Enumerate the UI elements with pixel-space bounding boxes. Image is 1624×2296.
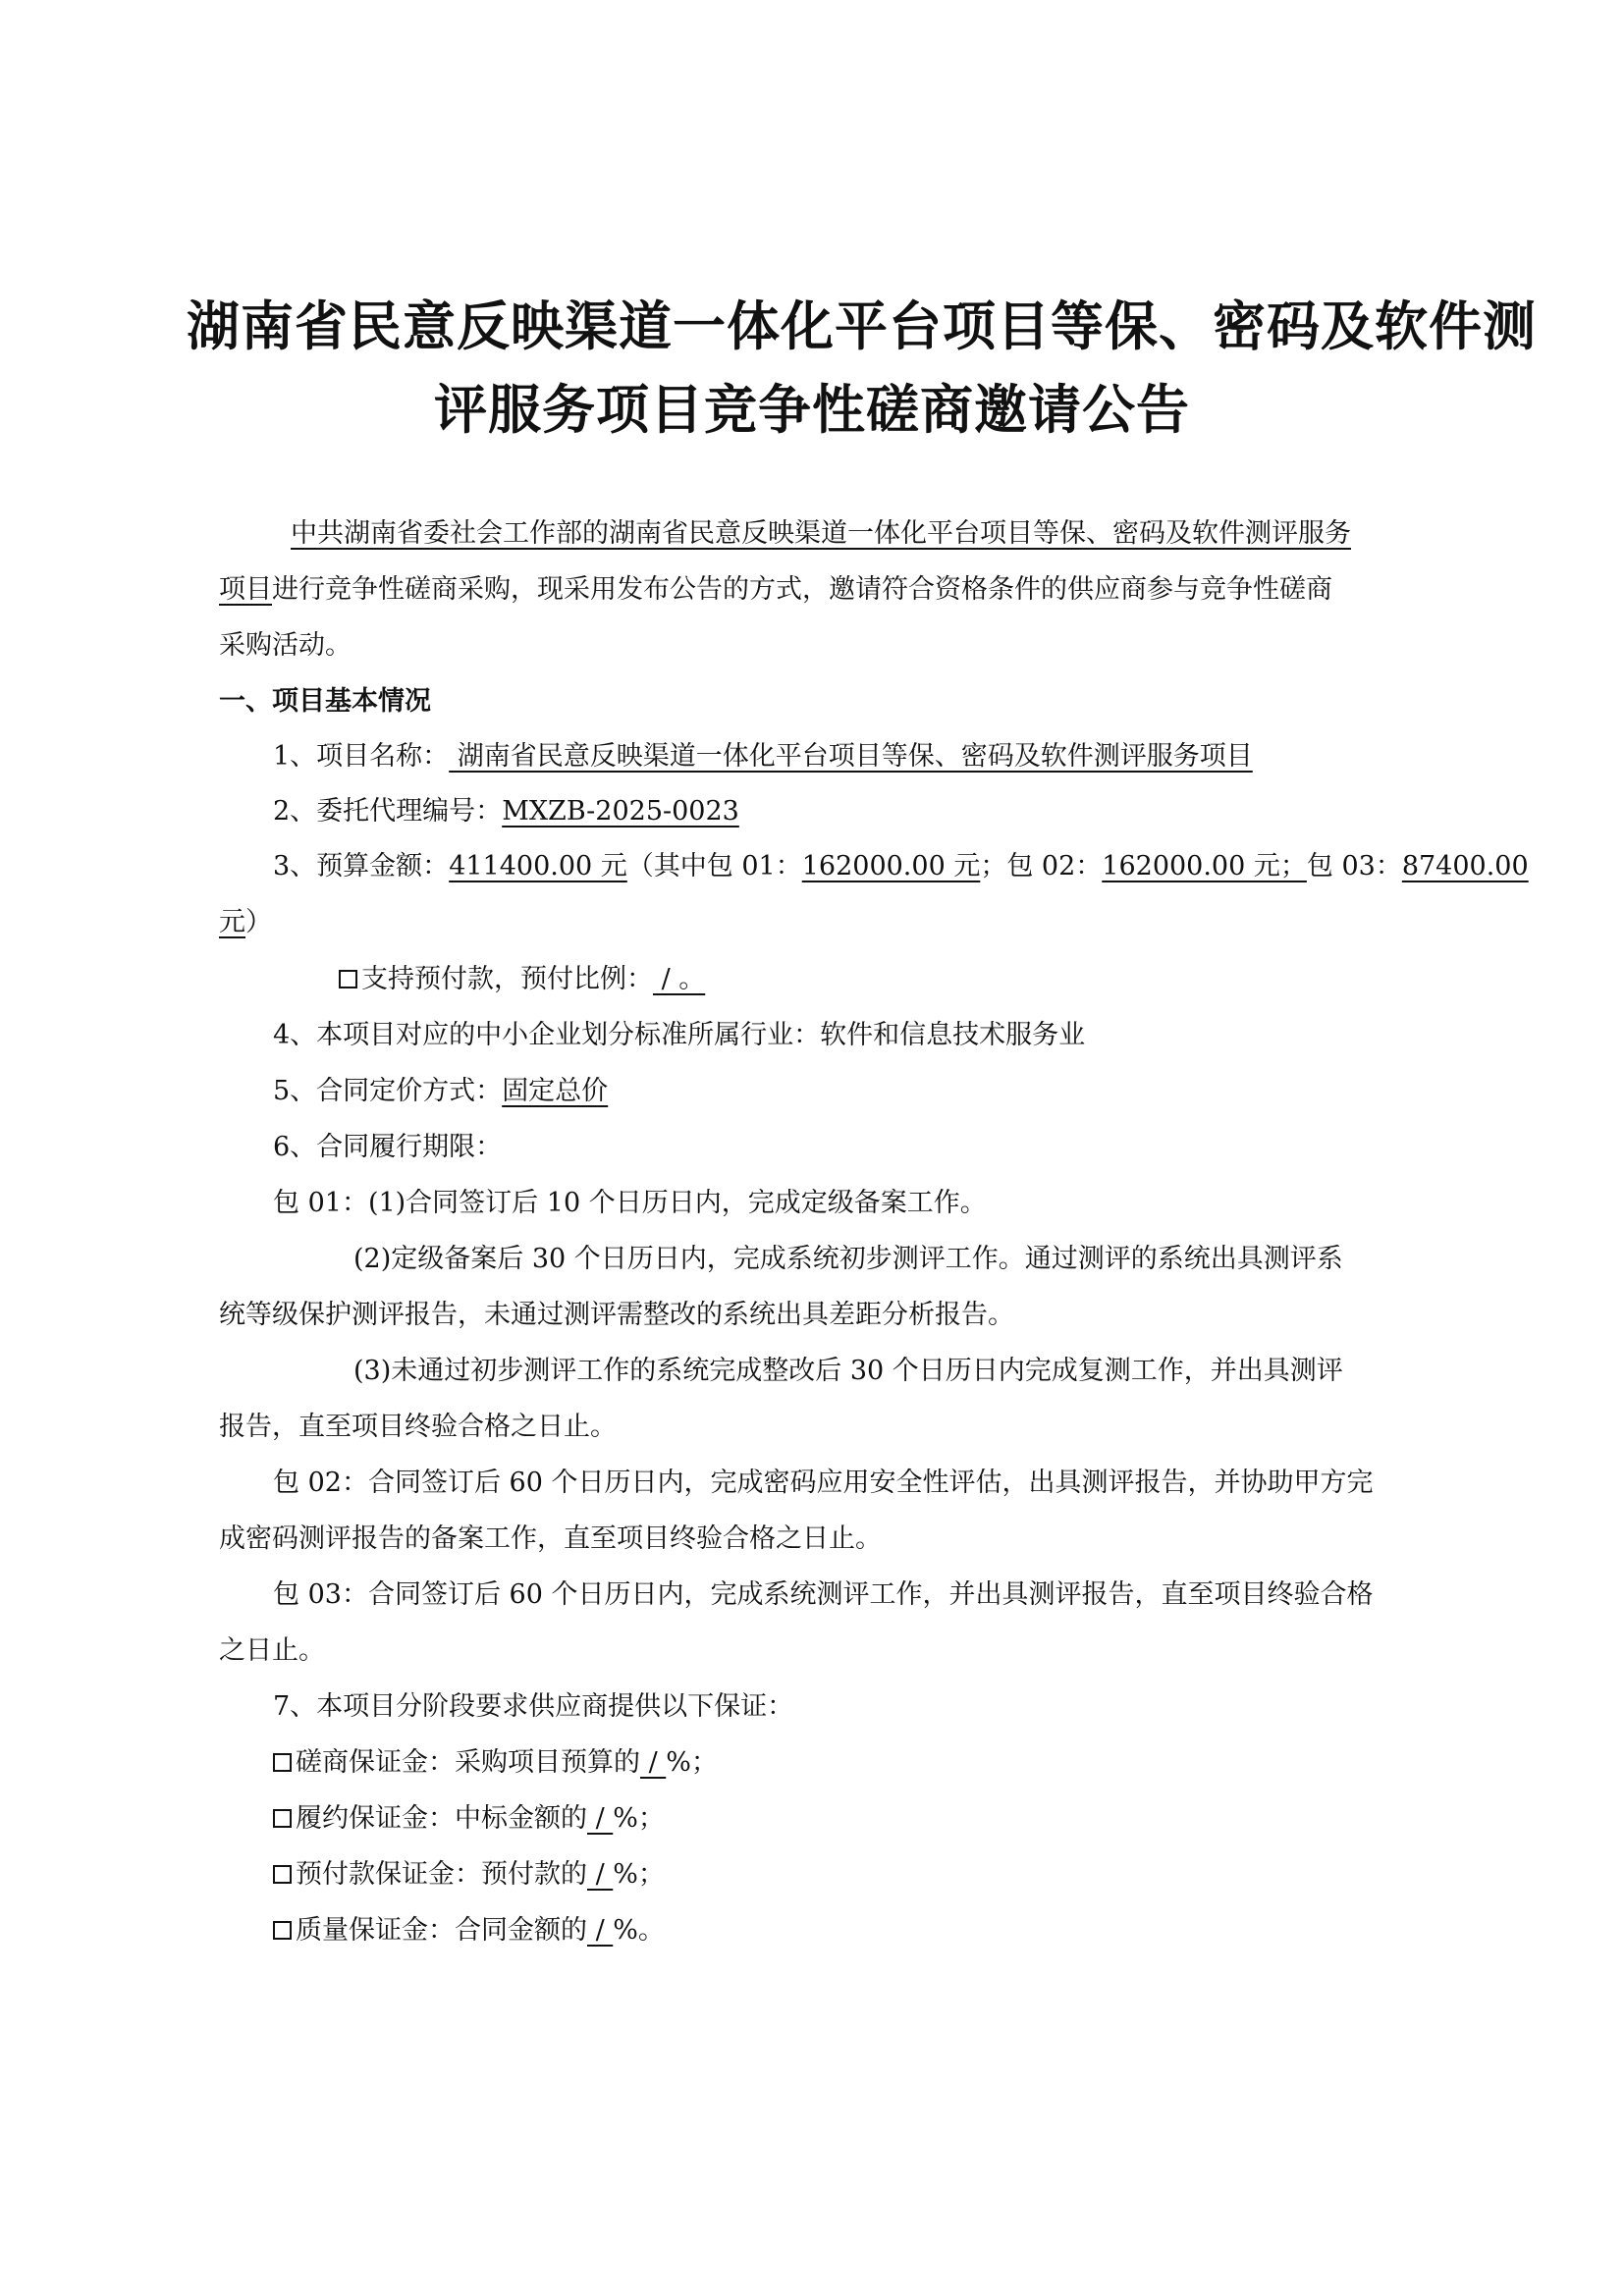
checkbox-icon[interactable]	[273, 1921, 292, 1940]
pricing-value: 固定总价	[502, 1076, 609, 1106]
pkg1-label: （其中包 01：	[626, 851, 802, 881]
item-pricing	[273, 1078, 608, 1104]
pkg02-term: 包 02：合同签订后 60 个日历日内，完成密码应用安全性评估，出具测评报告，并协助甲方完	[273, 1468, 1374, 1498]
pkg02-term-cont: 成密码测评报告的备案工作，直至项目终验合格之日止。	[219, 1523, 882, 1554]
checkbox-icon[interactable]	[273, 1865, 292, 1884]
prepay-ratio: / 。	[653, 964, 706, 994]
budget-close: ）	[245, 907, 272, 937]
item-guarantees: 7、本项目分阶段要求供应商提供以下保证：	[273, 1691, 794, 1722]
buyer-project-name: 中共湖南省委社会工作部的湖南省民意反映渠道一体化平台项目等保、密码及软件测评服务	[291, 518, 1351, 549]
guarantee-label: 磋商保证金：采购项目预算的	[296, 1747, 640, 1778]
intro-line-2	[219, 576, 1332, 603]
intro-line-1	[291, 520, 1351, 547]
prepay-label: 支持预付款，预付比例：	[361, 964, 653, 994]
guarantee-value: /	[587, 1803, 614, 1834]
pkg01-step-1: 包 01：(1)合同签订后 10 个日历日内，完成定级备案工作。	[273, 1188, 987, 1218]
pkg01-step-3: (3)未通过初步测评工作的系统完成整改后 30 个日历日内完成复测工作，并出具测评	[353, 1356, 1343, 1386]
guarantee-option	[273, 1749, 718, 1776]
item-industry: 4、本项目对应的中小企业划分标准所属行业：软件和信息技术服务业	[273, 1020, 1086, 1050]
guarantee-value: /	[587, 1915, 614, 1946]
guarantee-suffix: %；	[613, 1803, 665, 1834]
guarantee-option	[273, 1861, 665, 1888]
pkg2-budget: 162000.00 元；	[1102, 851, 1307, 881]
pkg01-step-2-cont: 统等级保护测评报告，未通过测评需整改的系统出具差距分析报告。	[219, 1300, 1014, 1330]
intro-line-3: 采购活动。	[219, 630, 352, 661]
item-project-name	[273, 743, 1253, 770]
guarantee-label: 质量保证金：合同金额的	[296, 1915, 587, 1946]
item-label: 5、合同定价方式：	[273, 1076, 503, 1106]
document-title-line-2: 评服务项目竞争性磋商邀请公告	[434, 378, 1190, 441]
section-heading: 一、项目基本情况	[219, 686, 431, 717]
guarantee-value: /	[640, 1747, 667, 1778]
item-label: 2、委托代理编号：	[273, 796, 503, 827]
pkg03-term-cont: 之日止。	[219, 1635, 325, 1666]
pkg2-label: ；包 02：	[980, 851, 1103, 881]
item-term: 6、合同履行期限：	[273, 1132, 503, 1162]
pkg3-budget: 87400.00	[1401, 851, 1529, 881]
guarantee-value: /	[587, 1859, 614, 1890]
pkg03-term: 包 03：合同签订后 60 个日历日内，完成系统测评工作，并出具测评报告，直至项目终验合格	[273, 1579, 1374, 1610]
checkbox-icon[interactable]	[339, 970, 357, 988]
guarantee-suffix: %。	[613, 1915, 665, 1946]
pkg1-budget: 162000.00 元	[801, 851, 981, 881]
guarantee-suffix: %；	[613, 1859, 665, 1890]
guarantee-label: 预付款保证金：预付款的	[296, 1859, 587, 1890]
checkbox-icon[interactable]	[273, 1753, 292, 1772]
budget-unit: 元	[219, 907, 245, 937]
project-name-value: 湖南省民意反映渠道一体化平台项目等保、密码及软件测评服务项目	[449, 741, 1253, 772]
item-budget	[273, 853, 1529, 880]
document-title-line-1: 湖南省民意反映渠道一体化平台项目等保、密码及软件测	[187, 294, 1537, 357]
pkg01-step-2: (2)定级备案后 30 个日历日内，完成系统初步测评工作。通过测评的系统出具测评系	[353, 1244, 1343, 1274]
guarantee-option	[273, 1917, 665, 1944]
pkg3-label: 包 03：	[1306, 851, 1402, 881]
guarantee-label: 履约保证金：中标金额的	[296, 1803, 587, 1834]
budget-total: 411400.00 元	[449, 851, 627, 881]
item-label: 3、预算金额：	[273, 851, 450, 881]
prepayment-option	[339, 966, 705, 992]
guarantee-suffix: %；	[666, 1747, 718, 1778]
guarantee-option	[273, 1805, 665, 1832]
intro-text: 进行竞争性磋商采购，现采用发布公告的方式，邀请符合资格条件的供应商参与竞争性磋商	[272, 574, 1332, 605]
agency-code-value: MXZB-2025-0023	[502, 796, 739, 827]
checkbox-icon[interactable]	[273, 1809, 292, 1828]
item-budget-cont	[219, 909, 272, 935]
project-name-tail: 项目	[219, 574, 272, 605]
pkg01-step-3-cont: 报告，直至项目终验合格之日止。	[219, 1412, 617, 1442]
item-label: 1、项目名称：	[273, 741, 450, 772]
item-agency-code	[273, 798, 739, 825]
